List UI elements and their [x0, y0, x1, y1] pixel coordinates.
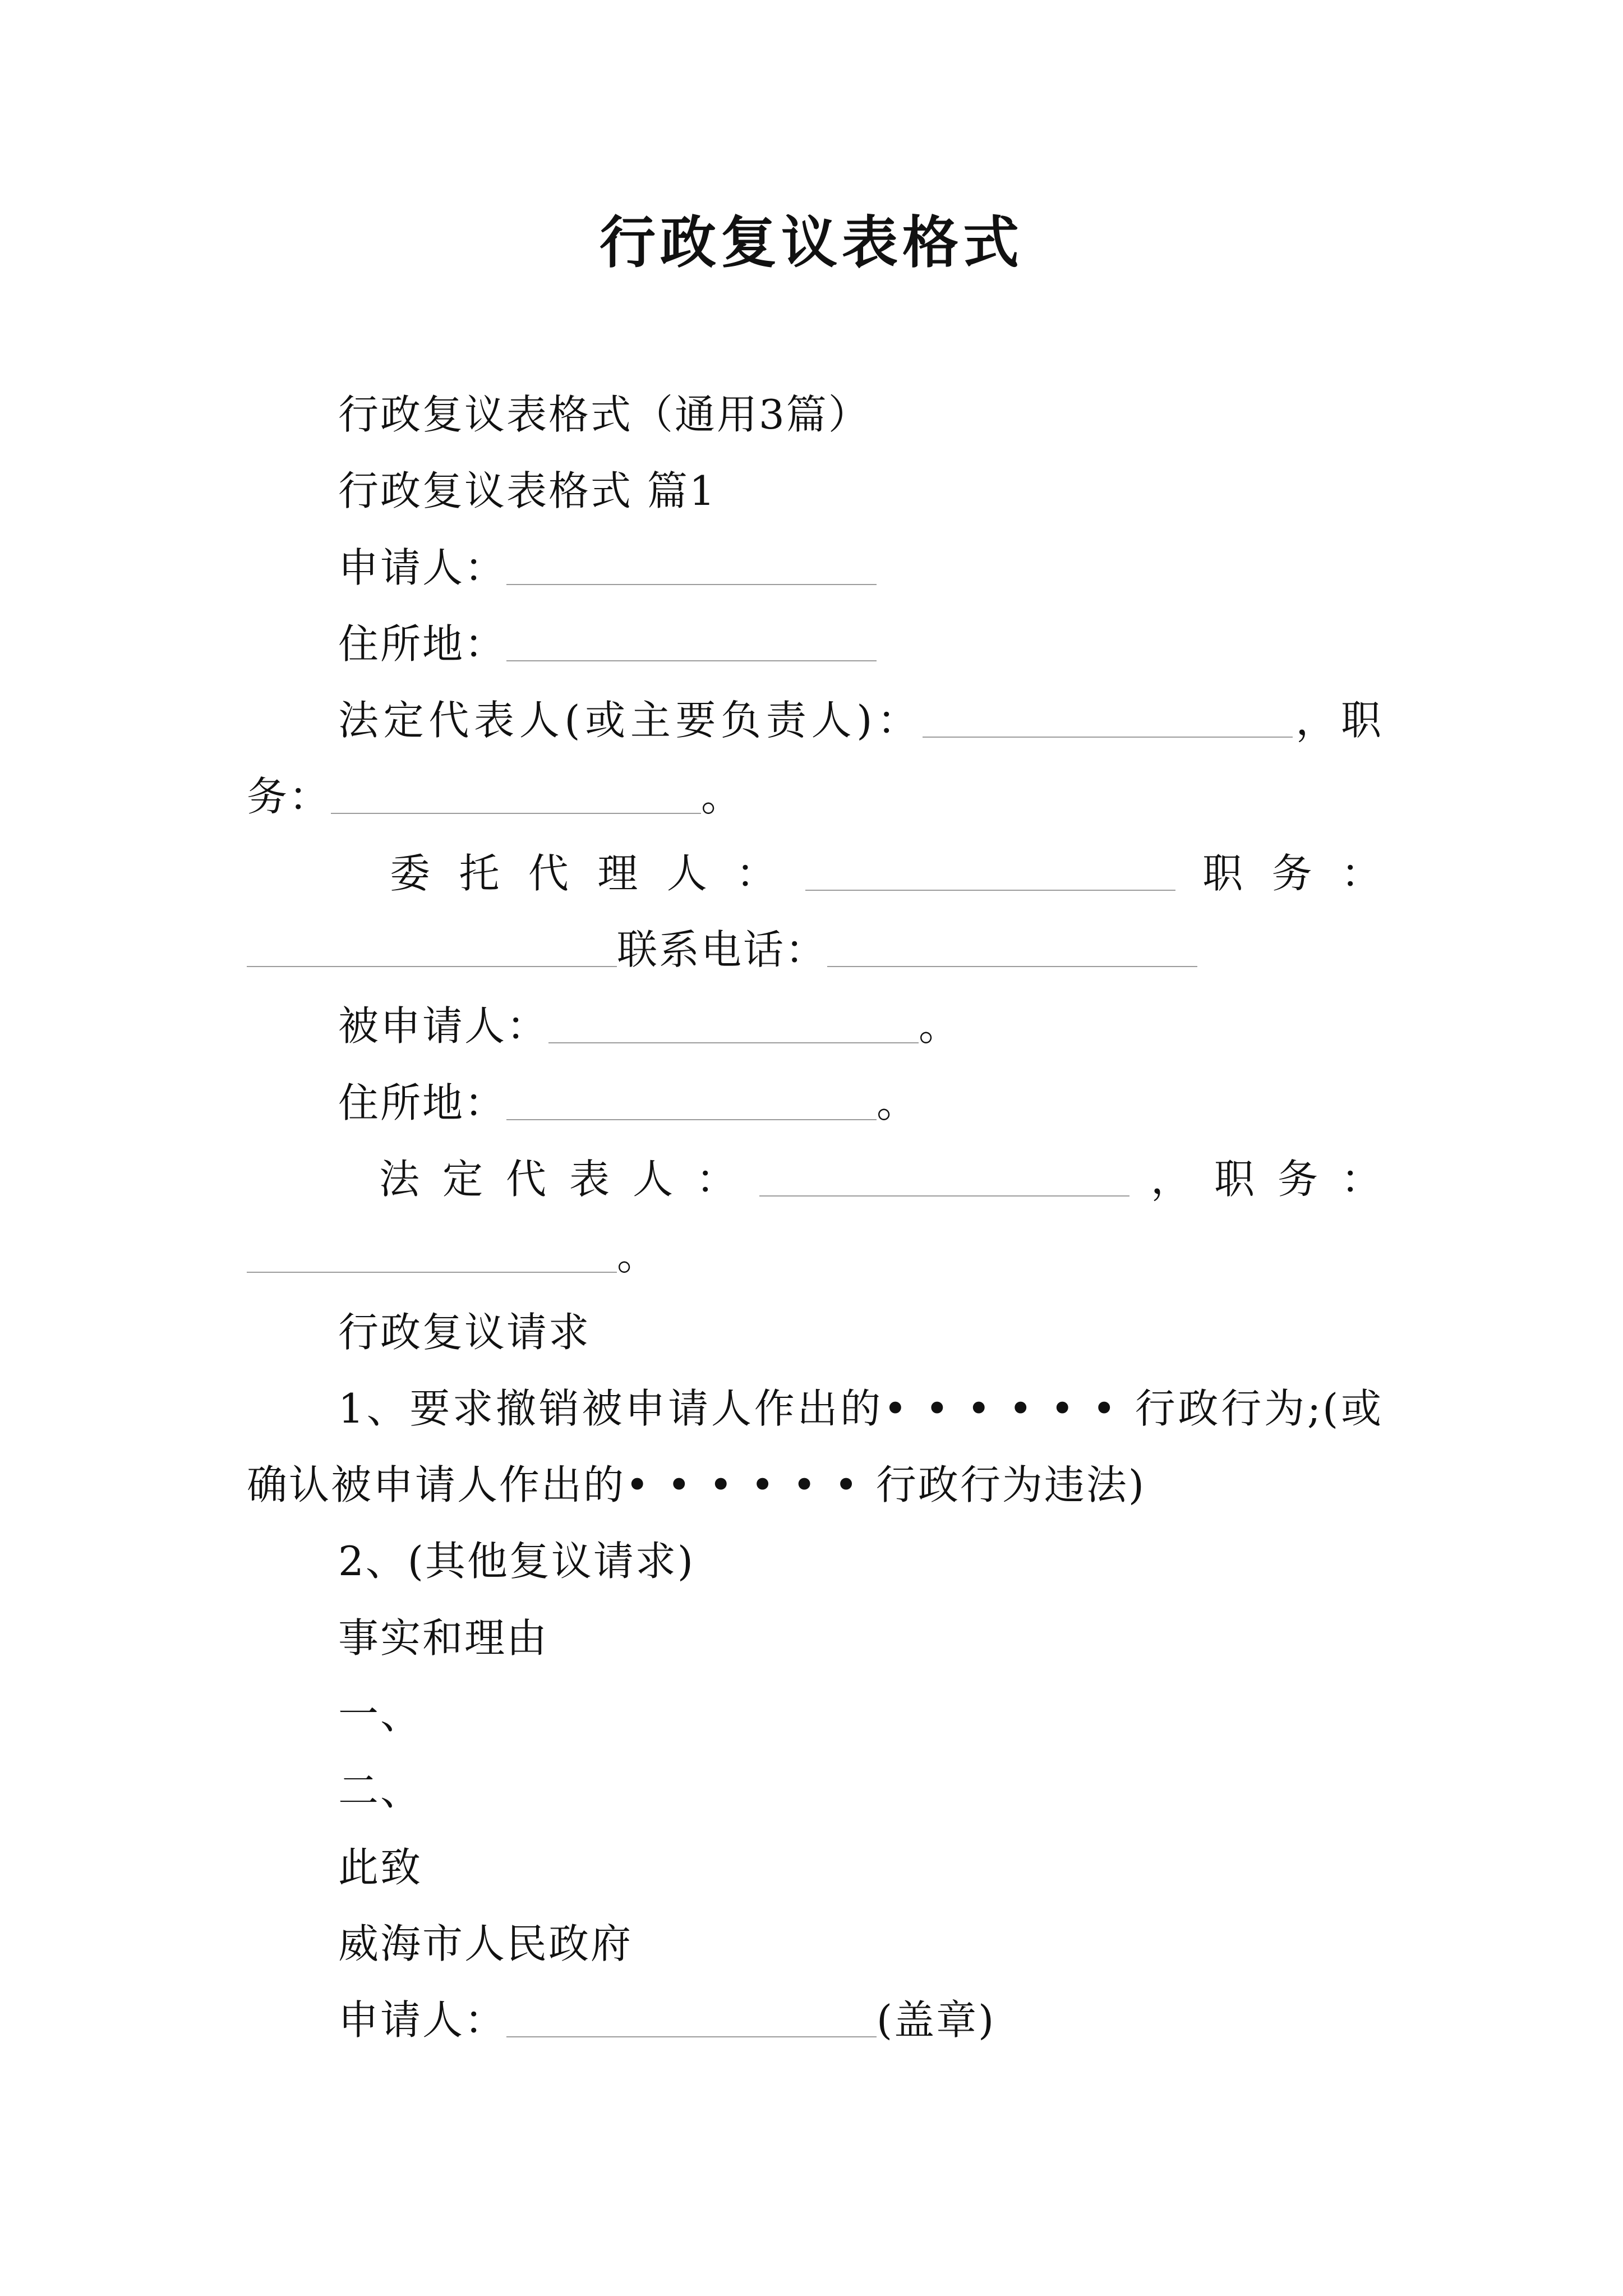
agent-blank	[805, 890, 1175, 891]
request-1-line-continued	[247, 1447, 1383, 1523]
legal-rep-blank	[923, 737, 1293, 738]
facts-heading: 事实和理由	[338, 1614, 549, 1662]
respondent-rep-position-blank	[247, 1272, 617, 1273]
respondent-address-line	[247, 1065, 1383, 1141]
request-1-text-a: 1、要求撤销被申请人作出的	[338, 1384, 884, 1432]
legal-rep-position-blank	[331, 813, 701, 814]
applicant-address-label: 住所地：	[338, 620, 507, 668]
request-1-line	[247, 1370, 1383, 1447]
respondent-rep-position-label: ，职务：	[1129, 1155, 1383, 1203]
agent-label: 委托代理人：	[390, 849, 805, 897]
respondent-rep-period: 。	[617, 1232, 660, 1280]
applicant-blank	[506, 584, 877, 585]
request-1-text-d: 行政行为违法)	[875, 1461, 1146, 1509]
request-heading: 行政复议请求	[338, 1308, 591, 1356]
legal-rep-line	[247, 682, 1383, 758]
seal-note: (盖章)	[877, 1996, 996, 2044]
document-body	[247, 376, 1383, 2059]
signature-label: 申请人：	[338, 1996, 507, 2044]
agent-phone-label: 联系电话：	[617, 926, 828, 974]
signature-line	[247, 1982, 1383, 2058]
facts-item: 二、	[338, 1767, 423, 1815]
part-heading: 行政复议表格式 篇1	[338, 467, 717, 515]
signature-blank	[506, 2036, 877, 2037]
request-1-text-c: 确认被申请人作出的	[247, 1461, 626, 1509]
applicant-line	[247, 530, 1383, 606]
agent-line-continued	[247, 912, 1383, 988]
request-1-ellipsis: ••••••	[883, 1384, 1134, 1432]
applicant-label: 申请人：	[338, 544, 507, 591]
request-2: 2、(其他复议请求)	[338, 1538, 695, 1585]
applicant-address-blank	[506, 660, 877, 661]
subtitle: 行政复议表格式（通用3篇）	[338, 391, 870, 438]
request-1-text-b: 行政行为;(或	[1133, 1384, 1383, 1432]
facts-item: 一、	[338, 1691, 423, 1738]
request-1-ellipsis-2: ••••••	[625, 1461, 876, 1509]
legal-rep-position-start: ，职	[1292, 697, 1383, 744]
legal-rep-period: 。	[701, 773, 744, 821]
respondent-label: 被申请人：	[338, 1002, 549, 1050]
agent-phone-blank	[827, 966, 1197, 967]
closing: 此致	[338, 1843, 423, 1891]
respondent-address-blank	[506, 1119, 877, 1120]
respondent-address-label: 住所地：	[338, 1079, 507, 1126]
legal-rep-label: 法定代表人(或主要负责人)：	[338, 697, 923, 744]
respondent-rep-line	[247, 1141, 1383, 1217]
respondent-blank	[548, 1042, 919, 1043]
respondent-rep-label: 法定代表人：	[379, 1155, 759, 1203]
agent-position-blank	[247, 966, 617, 967]
agent-position-label: 职务：	[1175, 849, 1383, 897]
respondent-rep-line-continued	[247, 1217, 1383, 1294]
legal-rep-position-end: 务：	[247, 773, 331, 821]
applicant-address-line	[247, 606, 1383, 682]
legal-rep-line-continued	[247, 758, 1383, 835]
respondent-rep-blank	[759, 1195, 1129, 1197]
document-title: 行政复议表格式	[600, 209, 1023, 275]
recipient: 威海市人民政府	[338, 1920, 633, 1967]
respondent-address-period: 。	[877, 1079, 919, 1126]
respondent-line	[247, 988, 1383, 1064]
respondent-period: 。	[919, 1002, 961, 1050]
agent-line	[247, 835, 1383, 912]
